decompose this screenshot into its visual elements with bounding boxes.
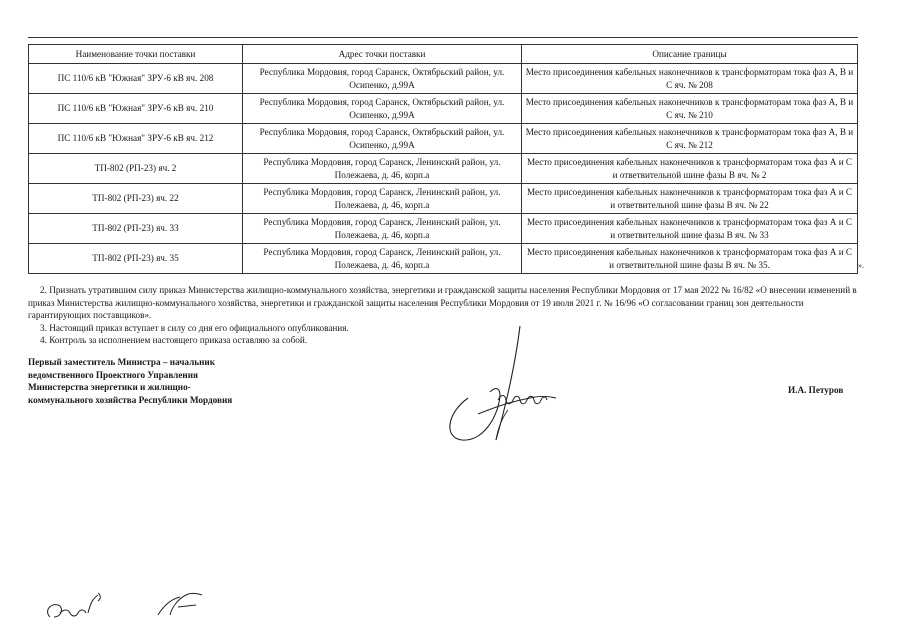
cell-point-name: ПС 110/6 кВ "Южная" ЗРУ-6 кВ яч. 210 xyxy=(29,94,243,124)
table-row xyxy=(29,94,858,124)
delivery-points-table xyxy=(28,44,858,274)
table-end-mark: ». xyxy=(858,261,864,270)
cell-boundary: Место присоединения кабельных наконечников к трансформаторам тока фаз А и С и ответвительной шине фазы В яч. № 33 xyxy=(522,214,858,244)
paragraph-3: 3. Настоящий приказ вступает в силу со дня его официального опубликования. xyxy=(40,322,349,333)
paragraph-4: 4. Контроль за исполнением настоящего приказа оставляю за собой. xyxy=(40,335,308,346)
cell-point-name: ТП-802 (РП-23) яч. 35 xyxy=(29,244,243,274)
cell-point-name: ТП-802 (РП-23) яч. 2 xyxy=(29,154,243,184)
cell-address: Республика Мордовия, город Саранск, Ленинский район, ул. Полежаева, д. 46, корп.а xyxy=(243,184,522,214)
cell-boundary: Место присоединения кабельных наконечников к трансформаторам тока фаз А, В и С яч. № 212 xyxy=(522,124,858,154)
top-rule xyxy=(28,37,858,38)
cell-boundary: Место присоединения кабельных наконечников к трансформаторам тока фаз А, В и С яч. № 210 xyxy=(522,94,858,124)
cell-address: Республика Мордовия, город Саранск, Октябрьский район, ул. Осипенко, д.99А xyxy=(243,124,522,154)
cell-boundary: Место присоединения кабельных наконечников к трансформаторам тока фаз А, В и С яч. № 208 xyxy=(522,64,858,94)
cell-boundary: Место присоединения кабельных наконечников к трансформаторам тока фаз А и С и ответвительной шине фазы В яч. № 22 xyxy=(522,184,858,214)
signatory-name: И.А. Петуров xyxy=(788,385,844,395)
approval-initials xyxy=(40,585,230,630)
table-row xyxy=(29,64,858,94)
cell-boundary: Место присоединения кабельных наконечников к трансформаторам тока фаз А и С и ответвительной шине фазы В яч. № 2 xyxy=(522,154,858,184)
cell-point-name: ТП-802 (РП-23) яч. 22 xyxy=(29,184,243,214)
table-header-row xyxy=(29,45,858,64)
cell-point-name: ПС 110/6 кВ "Южная" ЗРУ-6 кВ яч. 212 xyxy=(29,124,243,154)
table-row xyxy=(29,154,858,184)
cell-point-name: ПС 110/6 кВ "Южная" ЗРУ-6 кВ яч. 208 xyxy=(29,64,243,94)
header-point-name: Наименование точки поставки xyxy=(29,45,243,64)
cell-address: Республика Мордовия, город Саранск, Ленинский район, ул. Полежаева, д. 46, корп.а xyxy=(243,154,522,184)
header-boundary: Описание границы xyxy=(522,45,858,64)
cell-address: Республика Мордовия, город Саранск, Октябрьский район, ул. Осипенко, д.99А xyxy=(243,94,522,124)
table-row xyxy=(29,214,858,244)
table-row xyxy=(29,124,858,154)
table-row xyxy=(29,184,858,214)
cell-address: Республика Мордовия, город Саранск, Ленинский район, ул. Полежаева, д. 46, корп.а xyxy=(243,244,522,274)
table-row xyxy=(29,244,858,274)
cell-address: Республика Мордовия, город Саранск, Октябрьский район, ул. Осипенко, д.99А xyxy=(243,64,522,94)
signatory-role: Первый заместитель Министра – начальник ведомственного Проектного Управления Министерства энергетики и жилищно-коммунального хозяйства Республики Мордовия xyxy=(28,357,233,405)
header-address: Адрес точки поставки xyxy=(243,45,522,64)
paragraph-2: 2. Признать утратившим силу приказ Министерства жилищно-коммунального хозяйства, энергетики и гражданской защиты населения Республики Мордовия от 17 мая 2022 № 16/82 «О внесении изменений в приказ Министерства жилищно-коммунального хозяйства, энергетики и гражданской защиты населения Республики Мордовия от 19 июля 2021 г. № 16/96 «О согласовании границ зон деятельности гарантирующих поставщиков». xyxy=(28,285,857,321)
cell-point-name: ТП-802 (РП-23) яч. 33 xyxy=(29,214,243,244)
cell-address: Республика Мордовия, город Саранск, Ленинский район, ул. Полежаева, д. 46, корп.а xyxy=(243,214,522,244)
main-signature xyxy=(438,318,578,468)
cell-boundary: Место присоединения кабельных наконечников к трансформаторам тока фаз А и С и ответвительной шине фазы В яч. № 35. xyxy=(522,244,858,274)
